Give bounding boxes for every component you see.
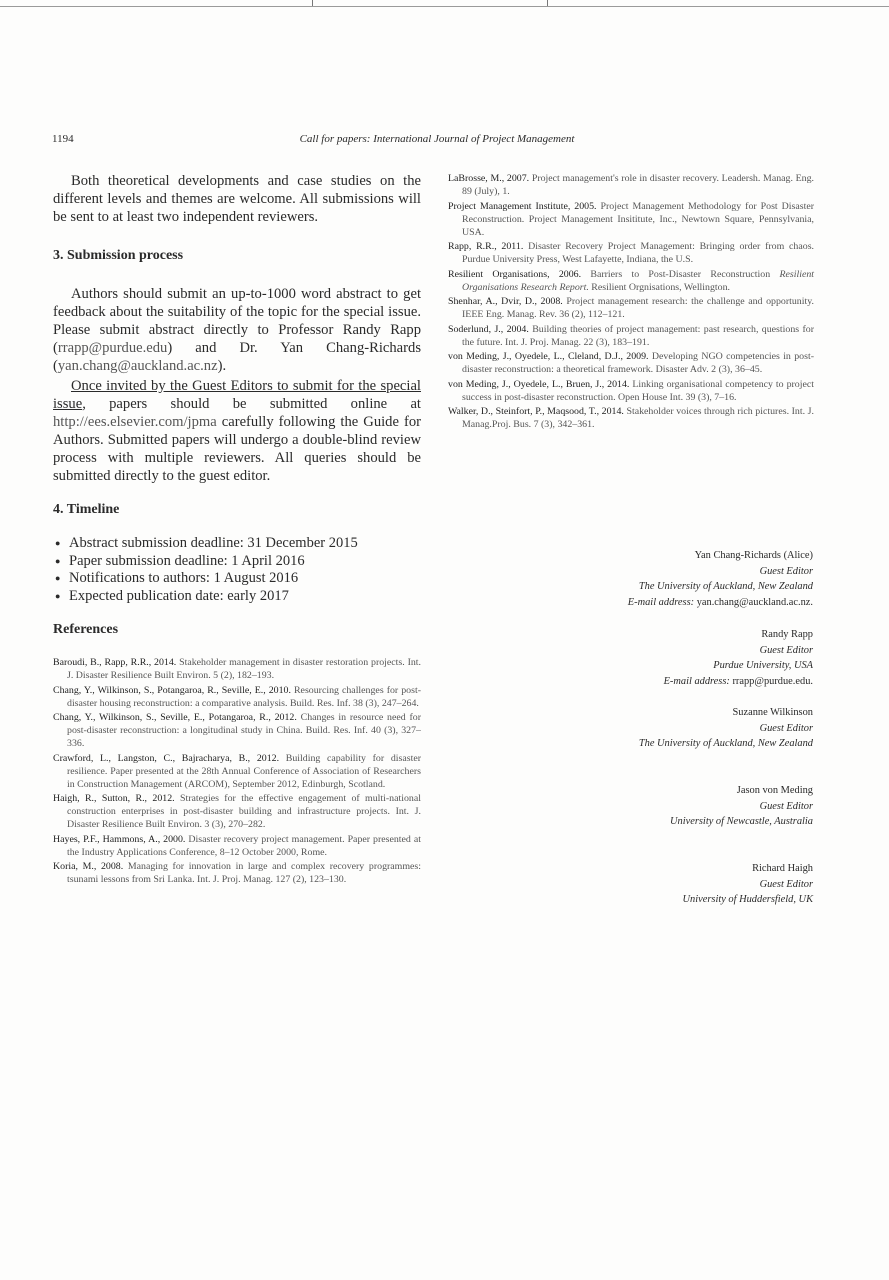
- editor-institution: University of Newcastle, Australia: [670, 816, 813, 827]
- page-top-edge: [0, 0, 889, 7]
- right-column: [448, 172, 814, 433]
- editor-institution: University of Huddersfield, UK: [682, 894, 813, 905]
- editor-name: Yan Chang-Richards (Alice): [694, 550, 813, 561]
- rapp-email-link[interactable]: rrapp@purdue.edu: [57, 340, 168, 356]
- editor-institution: The University of Auckland, New Zealand: [638, 581, 813, 592]
- editor-name: Richard Haigh: [752, 863, 813, 874]
- reference-item: Chang, Y., Wilkinson, S., Potangaroa, R., Seville, E., 2010. Resourcing challenges for post-disaster housing reconstruction: a comparative analysis. Build. Res. Inf. 38 (3), 247–264.: [53, 684, 421, 709]
- submission-text-b: ) and Dr. Yan Chang-Richards (: [53, 340, 421, 374]
- references-list-right: [448, 172, 814, 431]
- yan-email-link[interactable]: yan.chang@auckland.ac.nz: [57, 358, 218, 374]
- reference-item: Walker, D., Steinfort, P., Maqsood, T., 2014. Stakeholder voices through rich pictures. Int. J. Manag.Proj. Bus. 7 (3), 342–361.: [448, 406, 814, 430]
- editor-institution: Purdue University, USA: [713, 660, 813, 671]
- reference-item: Resilient Organisations, 2006. Barriers to Post-Disaster Reconstruction Resilient Organisations Research Report. Resilient Orgnisations, Wellington.: [448, 268, 815, 293]
- submission-paragraph-2: [53, 377, 421, 485]
- reference-item: Crawford, L., Langston, C., Bajracharya, B., 2012. Building capability for disaster resilience. Paper presented at the 28th Annual Conference of Association of Researchers in Construction Management (ARCOM), September 2012, Edinburgh, Scotland.: [53, 752, 421, 790]
- editor-name: Randy Rapp: [761, 629, 813, 640]
- invited-underlined-text: Once invited by the Guest Editors to submit for the special issue: [53, 378, 421, 412]
- top-edge-tick: [312, 0, 313, 6]
- editor-name: Jason von Meding: [736, 785, 813, 796]
- editor-name: Suzanne Wilkinson: [732, 707, 813, 718]
- left-column: [53, 172, 421, 888]
- timeline-item: ● Notifications to authors: 1 August 2016: [53, 570, 421, 588]
- timeline-list: [53, 535, 421, 605]
- reference-item: Koria, M., 2008. Managing for innovation in large and complex recovery programmes: tsunami lessons from Sri Lanka. Int. J. Proj. Manag. 127 (2), 123–130.: [53, 861, 422, 885]
- top-edge-tick: [547, 0, 548, 6]
- editor-email-link[interactable]: rrapp@purdue.edu.: [732, 675, 813, 687]
- reference-item: Baroudi, B., Rapp, R.R., 2014. Stakeholder management in disaster restoration projects. Int. J. Disaster Resilience Built Environ. 5 (2), 182–193.: [53, 657, 422, 681]
- editor-role: Guest Editor: [759, 565, 813, 577]
- editor-email-line: E-mail address: rrapp@purdue.edu.: [663, 675, 813, 687]
- submission-heading: 3. Submission process: [53, 248, 184, 263]
- submission-text-e: carefully following the Guide for Authors. Submitted papers will undergo a double-blind review process with multiple reviewers. All queries should be submitted directly to the guest editor.: [53, 414, 421, 484]
- submission-text-d: , papers should be submitted online at: [82, 396, 421, 412]
- timeline-item: ● Expected publication date: early 2017: [53, 588, 421, 606]
- intro-text: Both theoretical developments and case studies on the different levels and themes are welcome. All submissions will be sent to at least two independent reviewers.: [53, 173, 421, 225]
- editor-block: [413, 783, 813, 830]
- editor-role: Guest Editor: [759, 722, 813, 734]
- timeline-item: ● Paper submission deadline: 1 April 2016: [53, 553, 421, 571]
- reference-item: Chang, Y., Wilkinson, S., Seville, E., Potangaroa, R., 2012. Changes in resource need for post-disaster reconstruction: a longitudinal study in China. Build. Res. Inf. 40 (3), 327–336.: [53, 712, 421, 749]
- references-list-left: [53, 656, 421, 886]
- submission-text-c: ).: [217, 358, 227, 374]
- editor-email-line: E-mail address: yan.chang@auckland.ac.nz.: [627, 596, 813, 608]
- reference-item: LaBrosse, M., 2007. Project management's role in disaster recovery. Leadersh. Manag. Eng. 89 (July), 1.: [448, 173, 815, 197]
- reference-item: Haigh, R., Sutton, R., 2012. Strategies for the effective engagement of multi-national construction enterprises in post-disaster building and infrastructure projects. Int. J. Disaster Resilience Built Environ. 3 (3), 270–282.: [53, 793, 421, 830]
- editor-institution: The University of Auckland, New Zealand: [638, 738, 813, 749]
- reference-item: Project Management Institute, 2005. Project Management Methodology for Post Disaster Reconstruction. Project Management Insititute, Inc., Newtown Square, Pennsylvania, USA.: [448, 200, 815, 238]
- reference-item: Soderlund, J., 2004. Building theories of project management: past research, questions for the future. Int. J. Proj. Manag. 22 (3), 183–191.: [448, 323, 815, 348]
- editor-email-link[interactable]: yan.chang@auckland.ac.nz.: [696, 596, 813, 608]
- references-heading: References: [53, 622, 119, 637]
- editor-role: Guest Editor: [759, 644, 813, 656]
- intro-paragraph: [53, 172, 421, 226]
- editor-block: [413, 548, 813, 610]
- editor-role: Guest Editor: [759, 878, 813, 890]
- editor-block: [413, 861, 813, 908]
- submission-url-link[interactable]: http://ees.elsevier.com/jpma: [53, 414, 217, 430]
- editor-block: [413, 705, 813, 752]
- reference-item: Hayes, P.F., Hammons, A., 2000. Disaster recovery project management. Paper presented at the Industry Applications Conference, 8–12 October 2000, Rome.: [53, 833, 421, 858]
- reference-item: von Meding, J., Oyedele, L., Cleland, D.J., 2009. Developing NGO competencies in post-disaster reconstruction: a theoretical framework. Disaster Adv. 2 (3), 36–45.: [448, 351, 814, 375]
- submission-paragraph-1: [53, 285, 421, 375]
- editor-block: [413, 627, 813, 689]
- reference-item: Shenhar, A., Dvir, D., 2008. Project management research: the challenge and opportunity. IEEE Eng. Manag. Rev. 36 (2), 112–121.: [448, 296, 814, 320]
- reference-item: Rapp, R.R., 2011. Disaster Recovery Project Management: Bringing order from chaos. Purdue University Press, West Lafayette, Indiana, the U.S.: [448, 241, 815, 265]
- page-number: 1194: [52, 133, 74, 145]
- editor-role: Guest Editor: [759, 800, 813, 812]
- timeline-heading: 4. Timeline: [53, 502, 120, 517]
- running-title: Call for papers: International Journal of Project Management: [299, 133, 575, 145]
- submission-text-a: Authors should submit an up-to-1000 word abstract to get feedback about the suitability of the topic for the special issue. Please submit abstract directly to Professor Randy Rapp (: [53, 286, 421, 356]
- timeline-item: ● Abstract submission deadline: 31 December 2015: [53, 535, 421, 553]
- page-header: [52, 133, 822, 151]
- reference-item: von Meding, J., Oyedele, L., Bruen, J., 2014. Linking organisational competency to project success in post-disaster reconstruction. Open House Int. 39 (3), 7–16.: [448, 378, 814, 403]
